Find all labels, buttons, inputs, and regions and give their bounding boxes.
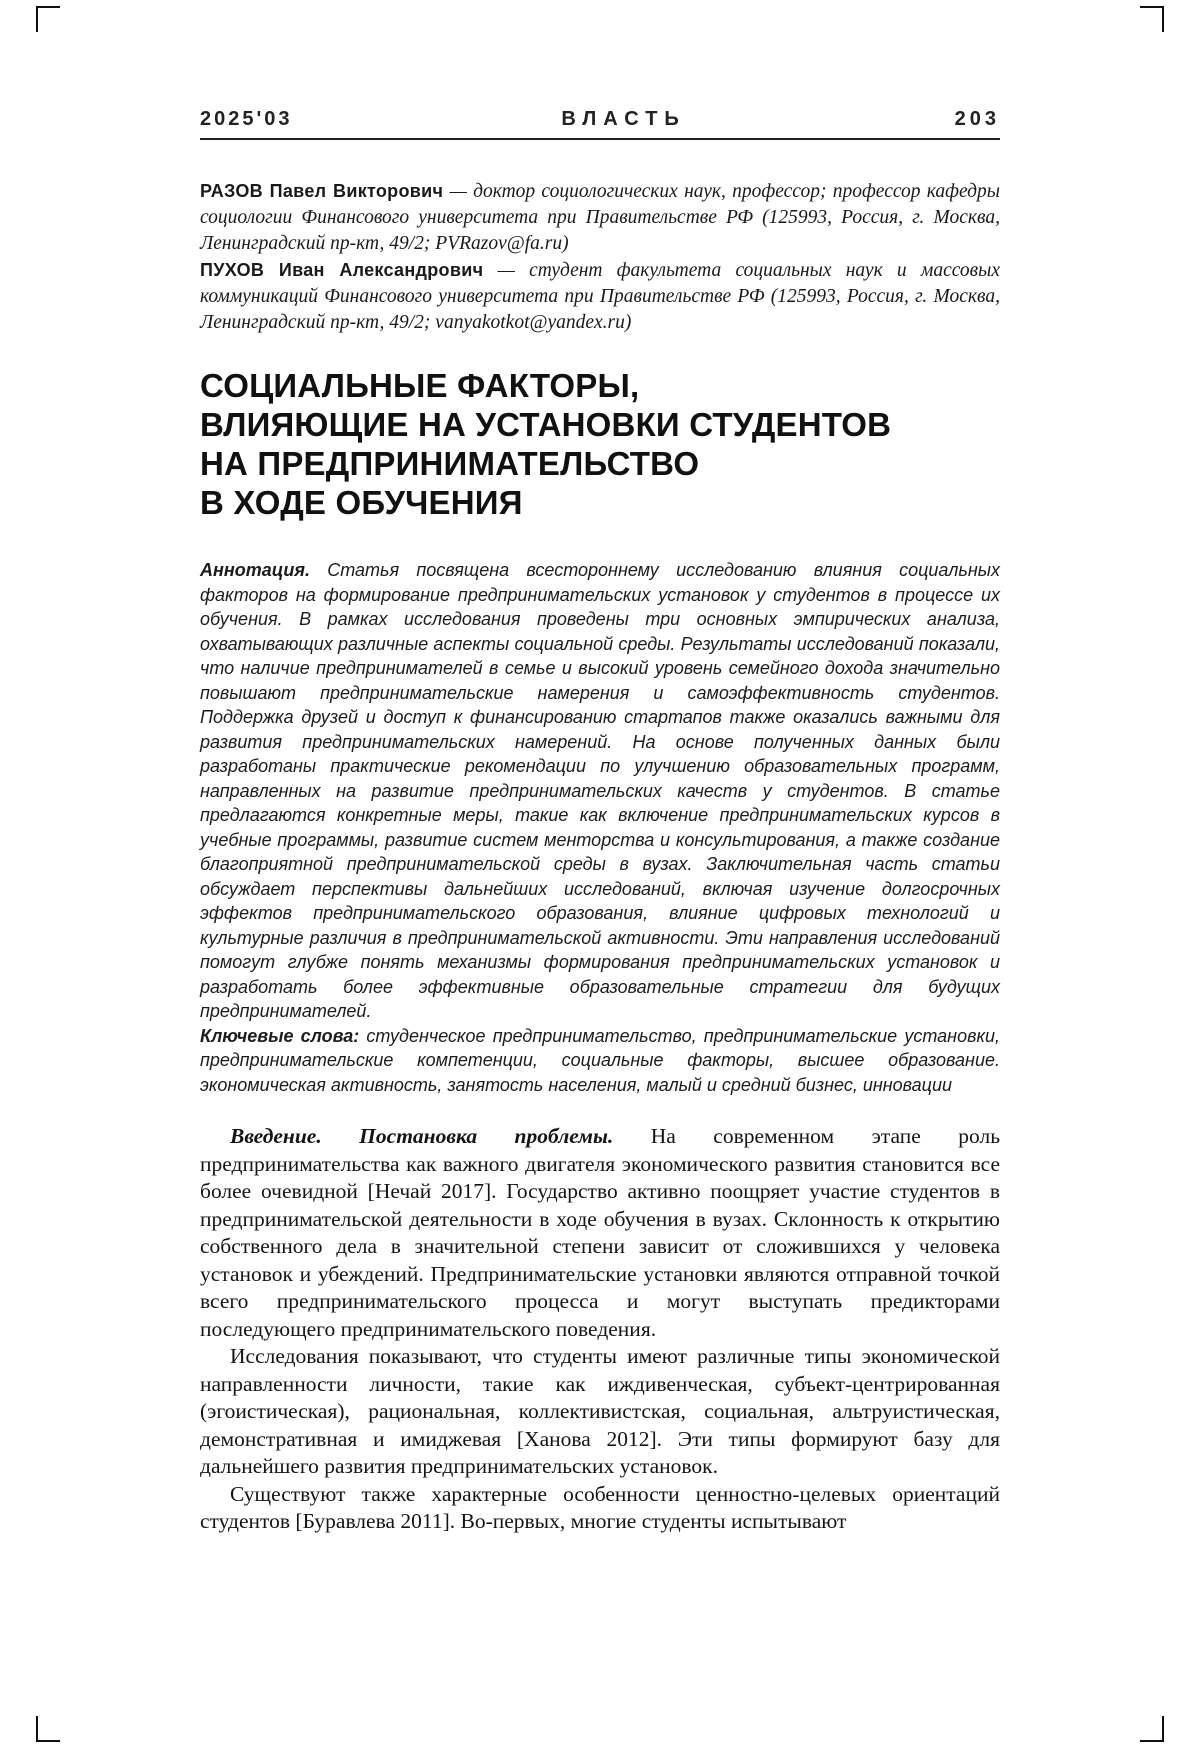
body-paragraph (200, 1481, 1000, 1536)
article-title-line: СОЦИАЛЬНЫЕ ФАКТОРЫ, (200, 367, 640, 404)
article-title-line: ВЛИЯЮЩИЕ НА УСТАНОВКИ СТУДЕНТОВ (200, 406, 892, 443)
article-title (200, 366, 1000, 522)
author-name: ПУХОВ Иван Александрович (200, 260, 484, 280)
abstract-text: Статья посвящена всестороннему исследованию влияния социальных факторов на формирование предпринимательских установок у студентов в процессе их обучения. В рамках исследования проведены три основных эмпирических анализа, охватывающих различные аспекты социальной среды. Результаты исследований показали, что наличие предпринимателей в семье и высокий уровень семейного дохода значительно повышают предпринимательские намерения и самоэффективность студентов. Поддержка друзей и доступ к финансированию стартапов также оказались важными для развития предпринимательских намерений. На основе полученных данных были разработаны практические рекомендации по улучшению образовательных программ, направленных на развитие предпринимательских качеств у студентов. В статье предлагаются конкретные меры, такие как включение предпринимательских курсов в учебные программы, развитие систем менторства и консультирования, а также создание благоприятной предпринимательской среды в вузах. Заключительная часть статьи обсуждает перспективы дальнейших исследований, включая изучение долгосрочных эффектов предпринимательского образования, влияние цифровых технологий и культурные различия в предпринимательской активности. Эти направления исследований помогут глубже понять механизмы формирования предпринимательских установок и разработать более эффективные образовательные стратегии для будущих предпринимателей. (200, 560, 1000, 1021)
abstract-paragraph (200, 558, 1000, 1024)
abstract-block (200, 558, 1000, 1097)
article-title-line: В ХОДЕ ОБУЧЕНИЯ (200, 484, 523, 521)
crop-mark-top-right (1140, 6, 1164, 32)
keywords-paragraph (200, 1024, 1000, 1098)
header-rule (200, 138, 1000, 140)
author-block (200, 178, 1000, 336)
crop-mark-top-left (36, 6, 60, 32)
article-body (200, 1123, 1000, 1536)
author-affiliation: — доктор социологических наук, профессор; профессор кафедры социологии Финансового университета при Правительстве РФ (125993, Россия, г. Москва, Ленинградский пр-кт, 49/2; PVRazov@fa.ru) (200, 181, 1000, 254)
keywords-text: студенческое предпринимательство, предпринимательские установки, предпринимательские компетенции, социальные факторы, высшее образование. экономическая активность, занятость населения, малый и средний бизнес, инновации (200, 1025, 1000, 1095)
body-paragraph (200, 1343, 1000, 1481)
author-entry (200, 178, 1000, 257)
paragraph-text: На современном этапе роль предпринимательства как важного двигателя экономического развития становится все более очевидной [Нечай 2017]. Государство активно поощряет участие студентов в предпринимательской деятельности в ходе обучения в вузах. Склонность к открытию собственного дела в значительной степени зависит от сложившихся у человека установок и убеждений. Предпринимательские установки являются отправной точкой всего предпринимательского процесса и могут выступать предикторами последующего предпринимательского поведения. (200, 1124, 1000, 1341)
header-journal-title: ВЛАСТЬ (561, 108, 686, 130)
author-entry (200, 257, 1000, 336)
paragraph-text: Существуют также характерные особенности ценностно-целевых ориентаций студентов [Буравлева 2011]. Во-первых, многие студенты испытывают (200, 1481, 1000, 1533)
crop-mark-bottom-left (36, 1716, 60, 1742)
author-name: РАЗОВ Павел Викторович (200, 181, 444, 201)
crop-mark-bottom-right (1140, 1716, 1164, 1742)
header-page-number: 203 (954, 108, 1000, 130)
running-head (200, 108, 1000, 131)
header-issue: 2025'03 (200, 108, 293, 130)
keywords-label: Ключевые слова: (200, 1025, 360, 1046)
paragraph-lead: Введение. Постановка проблемы. (230, 1124, 614, 1148)
article-title-line: НА ПРЕДПРИНИМАТЕЛЬСТВО (200, 445, 700, 482)
journal-page (200, 0, 1000, 1536)
author-affiliation: — студент факультета социальных наук и массовых коммуникаций Финансового университета при Правительстве РФ (125993, Россия, г. Москва, Ленинградский пр-кт, 49/2; vanyakotkot@yandex.ru) (200, 260, 1000, 333)
abstract-label: Аннотация. (200, 560, 310, 580)
body-paragraph (200, 1123, 1000, 1343)
paragraph-text: Исследования показывают, что студенты имеют различные типы экономической направленности личности, такие как иждивенческая, субъект-центрированная (эгоистическая), рациональная, коллективистская, социальная, альтруистическая, демонстративная и имиджевая [Ханова 2012]. Эти типы формируют базу для дальнейшего развития предпринимательских установок. (200, 1344, 1000, 1478)
